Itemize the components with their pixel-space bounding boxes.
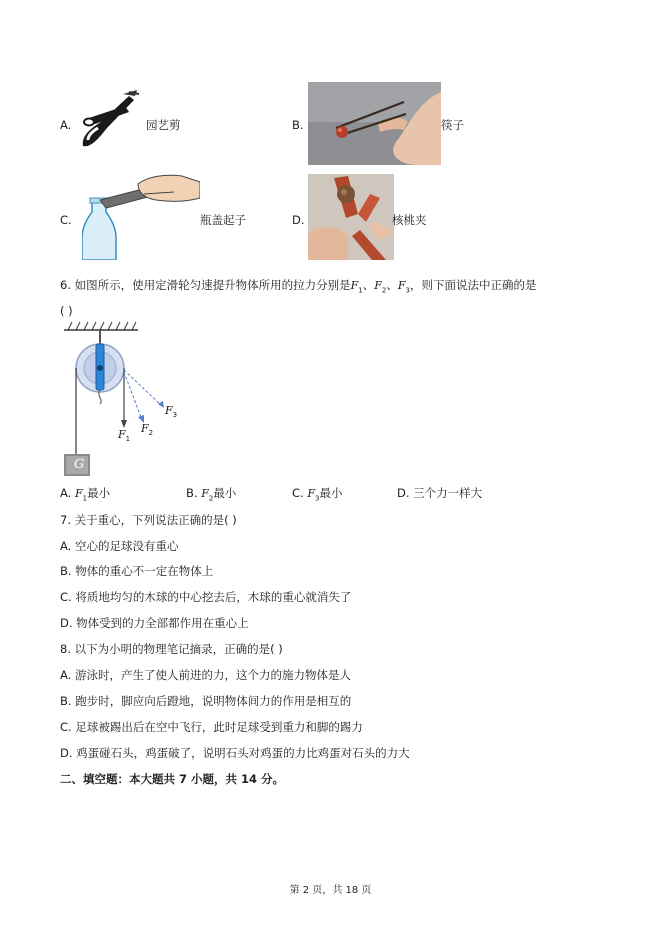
question-6-answer-bracket: ( ) xyxy=(60,304,73,318)
q6-option-a: A. $F_1$最小 xyxy=(60,486,111,503)
option-a-letter: A. xyxy=(60,118,72,132)
page-footer: 第 2 页，共 18 页 xyxy=(289,885,372,896)
option-a-text: 园艺剪 xyxy=(146,118,181,132)
q8-option-a: A. 游泳时，产生了使人前进的力，这个力的施力物体是人 xyxy=(60,668,351,682)
bottle-opener-image xyxy=(82,172,200,260)
garden-shears-image xyxy=(77,88,141,152)
question-7-stem: 7. 关于重心，下列说法正确的是( ) xyxy=(60,513,237,527)
option-c-letter: C. xyxy=(60,213,72,227)
force-label-f1: $F_1$ xyxy=(118,428,131,443)
q7-option-b: B. 物体的重心不一定在物体上 xyxy=(60,564,214,578)
question-8-stem: 8. 以下为小明的物理笔记摘录，正确的是( ) xyxy=(60,642,283,656)
option-b-text: 筷子 xyxy=(441,118,464,132)
q8-option-d: D. 鸡蛋碰石头，鸡蛋破了，说明石头对鸡蛋的力比鸡蛋对石头的力大 xyxy=(60,746,410,760)
q7-option-d: D. 物体受到的力全部都作用在重心上 xyxy=(60,616,249,630)
nutcracker-image xyxy=(308,174,394,260)
q8-option-c: C. 足球被踢出后在空中飞行，此时足球受到重力和脚的踢力 xyxy=(60,720,363,734)
q7-option-a: A. 空心的足球没有重心 xyxy=(60,539,179,553)
q7-option-c: C. 将质地均匀的木球的中心挖去后，木球的重心就消失了 xyxy=(60,590,352,604)
chopsticks-image xyxy=(308,82,441,165)
q6-option-d: D. 三个力一样大 xyxy=(397,486,483,500)
option-d-letter: D. xyxy=(292,213,305,227)
option-b-letter: B. xyxy=(292,118,304,132)
option-d-text: 核桃夹 xyxy=(392,213,427,227)
section-2-heading: 二、填空题：本大题共 7 小题，共 14 分。 xyxy=(60,772,285,786)
q6-option-b: B. $F_2$最小 xyxy=(186,486,237,503)
pulley-diagram xyxy=(58,320,190,480)
option-c-text: 瓶盖起子 xyxy=(200,213,246,227)
weight-label: G xyxy=(74,457,85,472)
force-label-f3: $F_3$ xyxy=(165,404,178,419)
question-6-stem: 6. 如图所示，使用定滑轮匀速提升物体所用的拉力分别是$F_1$、$F_2$、$F_3$，则下面说法中正确的是 xyxy=(60,278,537,295)
q6-option-c: C. $F_3$最小 xyxy=(292,486,343,503)
q8-option-b: B. 跑步时，脚应向后蹬地，说明物体间力的作用是相互的 xyxy=(60,694,352,708)
force-label-f2: $F_2$ xyxy=(141,422,154,437)
